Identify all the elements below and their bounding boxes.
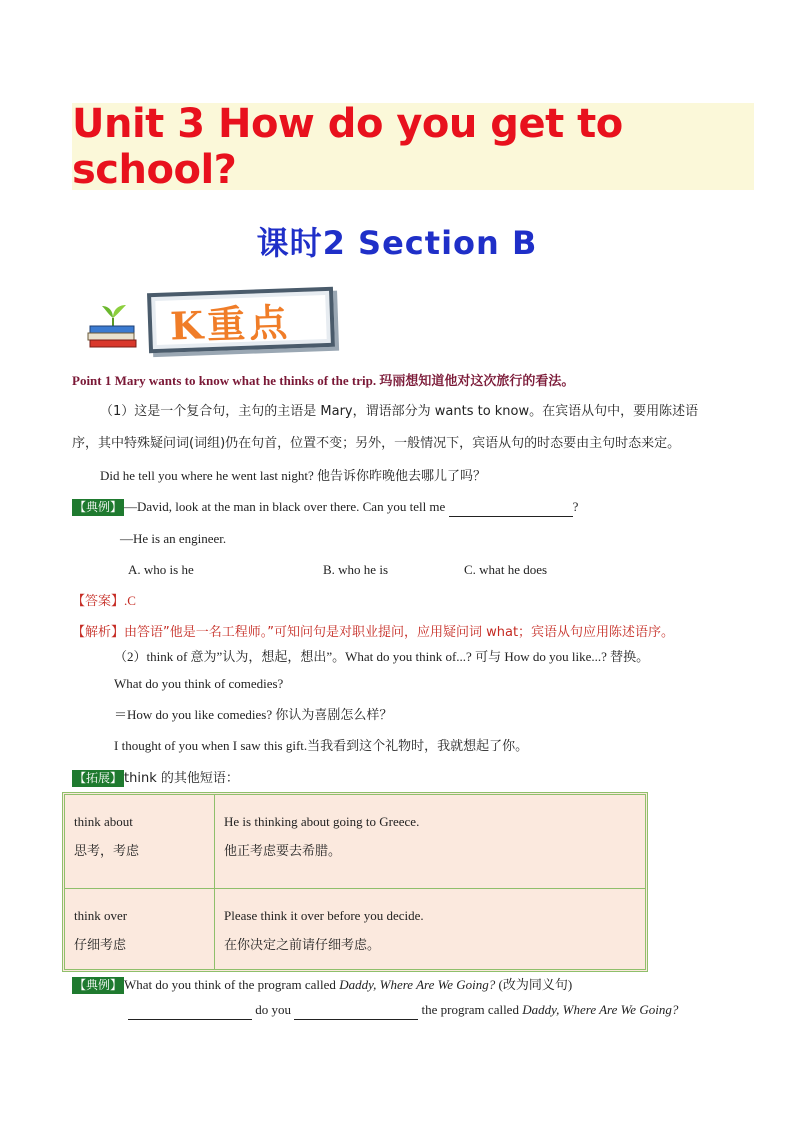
table-cell-phrase <box>65 795 215 888</box>
think-of-explanation: （2）think of 意为”认为，想起，想出”。What do you think of...? 可与 How do you like...? 替换。 <box>114 649 650 664</box>
example-en: He is thinking about going to Greece. <box>224 814 420 829</box>
extend-tag: 【拓展】 <box>74 771 123 785</box>
example-en: Please think it over before you decide. <box>224 908 424 923</box>
analysis-tag: 【解析】 <box>72 625 125 640</box>
answer-line <box>72 591 136 612</box>
example1-q1: —David, look at the man in black over there. Can you tell me <box>124 499 446 514</box>
badge-frame <box>147 287 335 353</box>
example1-q1-end: ? <box>572 499 579 514</box>
answer-blank[interactable] <box>294 1019 418 1020</box>
table-cell-example <box>215 795 645 888</box>
title-banner <box>72 100 754 193</box>
example2-q-pre: What do you think of the program called <box>124 977 340 992</box>
example2-q-title: Daddy, Where Are We Going? <box>339 977 496 992</box>
example-cn: 他正考虑要去希腊。 <box>224 844 342 859</box>
example2-question <box>72 975 572 995</box>
answer-tag: 【答案】 <box>72 594 125 609</box>
page-subtitle: 课时2 Section B <box>256 224 538 262</box>
table-cell-example <box>215 889 645 969</box>
think-example-1: What do you think of comedies? <box>114 676 284 691</box>
example1-reply: —He is an engineer. <box>120 531 227 546</box>
phrase-table <box>62 792 648 972</box>
point1-example-sentence: Did he tell you where he went last night? 他告诉你昨晚他去哪儿了吗？ <box>100 468 486 483</box>
key-points-badge <box>86 288 338 356</box>
answer-value: .C <box>124 593 136 608</box>
point1-para-line1: （1）这是一个复合句，主句的主语是 Mary，谓语部分为 wants to know。在宾语从句中，要用陈述语 <box>100 404 699 419</box>
phrase-meaning: 仔细考虑 <box>74 938 127 953</box>
example-tag: 【典例】 <box>74 500 123 514</box>
think-example-3: I thought of you when I saw this gift.当我看到这个礼物时，我就想起了你。 <box>114 738 529 753</box>
phrase: think over <box>74 908 128 923</box>
example1-question <box>72 497 578 517</box>
analysis-text: 由答语”他是一名工程师。”可知问句是对职业提问，应用疑问词 what；宾语从句应用陈述语序。 <box>124 625 675 640</box>
option-c: C. what he does <box>464 562 548 577</box>
phrase: think about <box>74 814 133 829</box>
example2-fill <box>128 1000 678 1020</box>
table-row <box>65 795 645 889</box>
example2-fill-mid: do you <box>252 1002 295 1017</box>
answer-blank[interactable] <box>449 516 573 517</box>
extend-text: think 的其他短语： <box>124 771 239 786</box>
think-example-2: ＝How do you like comedies? 你认为喜剧怎么样？ <box>114 707 393 722</box>
extend-line <box>72 768 239 789</box>
option-b: B. who he is <box>323 562 388 577</box>
badge-label: K重点 <box>169 298 292 348</box>
example-tag: 【典例】 <box>74 978 123 992</box>
point1-para-line2: 序，其中特殊疑问词(词组)仍在句首，位置不变；另外，一般情况下，宾语从句的时态要由主句时态来定。 <box>72 436 681 451</box>
example2-fill-post: the program called <box>418 1002 523 1017</box>
analysis-line <box>72 622 674 643</box>
answer-blank[interactable] <box>128 1019 252 1020</box>
example2-fill-title: Daddy, Where Are We Going? <box>522 1002 679 1017</box>
example2-q-post: (改为同义句) <box>495 977 573 992</box>
phrase-meaning: 思考，考虑 <box>74 844 140 859</box>
option-a: A. who is he <box>128 562 194 577</box>
example-cn: 在你决定之前请仔细考虑。 <box>224 938 381 953</box>
table-cell-phrase <box>65 889 215 969</box>
point1-heading: Point 1 Mary wants to know what he thinks of the trip. 玛丽想知道他对这次旅行的看法。 <box>72 373 575 388</box>
page-title: Unit 3 How do you get to school? <box>72 100 623 193</box>
table-row <box>65 889 645 969</box>
books-icon <box>86 296 140 350</box>
